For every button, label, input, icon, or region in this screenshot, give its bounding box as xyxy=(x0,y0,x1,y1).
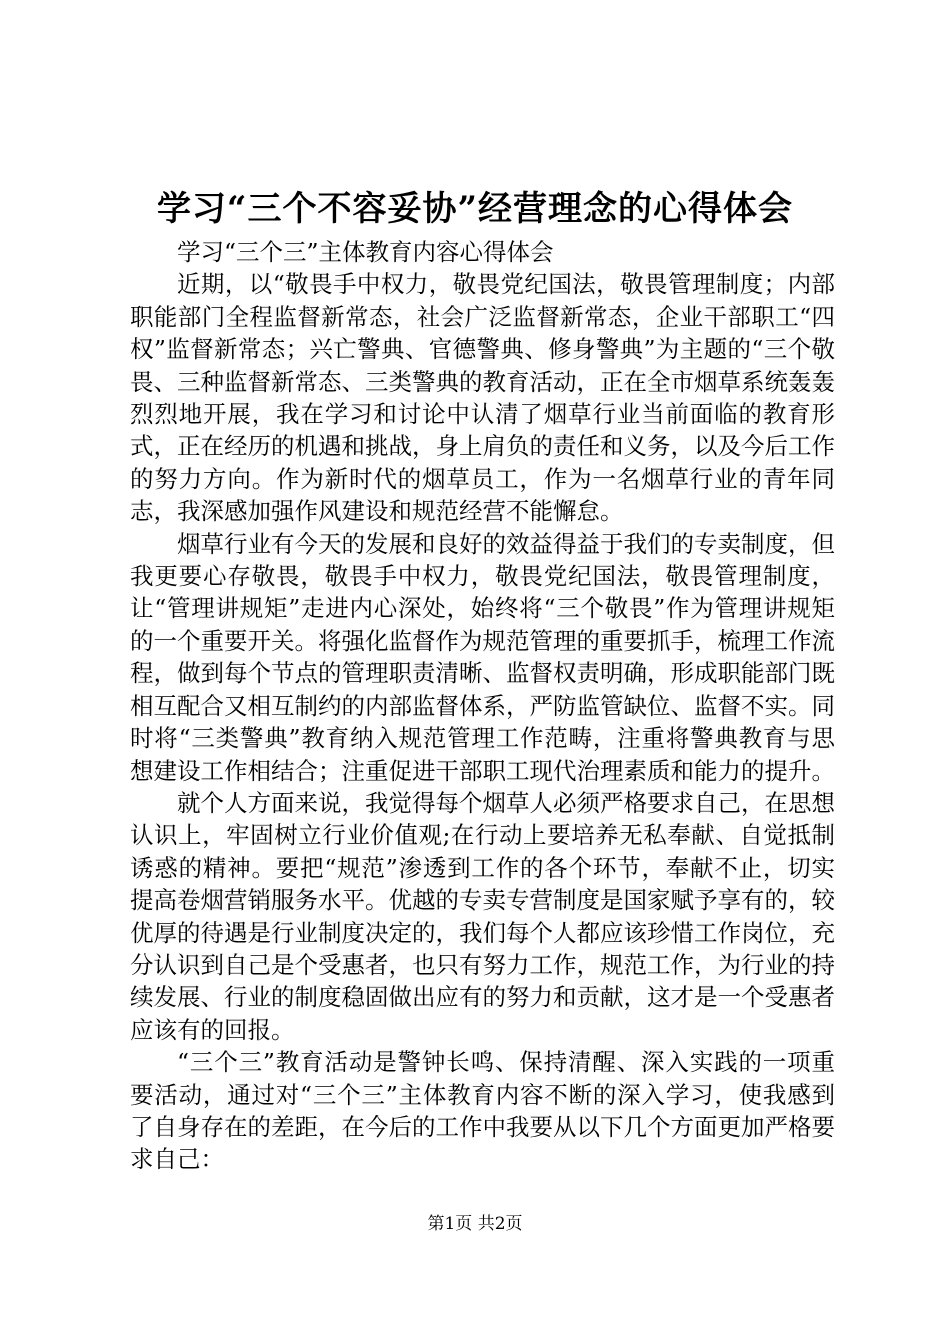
paragraph-1: 近期，以“敬畏手中权力，敬畏党纪国法，敬畏管理制度；内部职能部门全程监督新常态，社会广泛监督新常态，企业干部职工“四权”监督新常态；兴亡警典、官德警典、修身警典”为主题的“三个敬畏、三种监督新常态、三类警典的教育活动，正在全市烟草系统轰轰烈烈地开展，我在学习和讨论中认清了烟草行业当前面临的教育形式，正在经历的机遇和挑战，身上肩负的责任和义务，以及今后工作的努力方向。作为新时代的烟草员工，作为一名烟草行业的青年同志，我深感加强作风建设和规范经营不能懈怠。 xyxy=(130,270,835,526)
paragraph-3: 就个人方面来说，我觉得每个烟草人必须严格要求自己，在思想认识上，牢固树立行业价值观;在行动上要培养无私奉献、自觉抵制诱惑的精神。要把“规范”渗透到工作的各个环节，奉献不止，切实提高卷烟营销服务水平。优越的专卖专营制度是国家赋予享有的，较优厚的待遇是行业制度决定的，我们每个人都应该珍惜工作岗位，充分认识到自己是个受惠者，也只有努力工作，规范工作，为行业的持续发展、行业的制度稳固做出应有的努力和贡献，这才是一个受惠者应该有的回报。 xyxy=(130,788,835,1044)
document-title: 学习“三个不容妥协”经营理念的心得体会 xyxy=(156,189,794,229)
document-body xyxy=(130,236,835,1176)
paragraph-4: “三个三”教育活动是警钟长鸣、保持清醒、深入实践的一项重要活动，通过对“三个三”主体教育内容不断的深入学习，使我感到了自身存在的差距，在今后的工作中我要从以下几个方面更加严格要求自己： xyxy=(130,1048,835,1174)
document-subtitle: 学习“三个三”主体教育内容心得体会 xyxy=(177,238,554,266)
paragraph-2: 烟草行业有今天的发展和良好的效益得益于我们的专卖制度，但我更要心存敬畏，敬畏手中权力，敬畏党纪国法，敬畏管理制度，让“管理讲规矩”走进内心深处，始终将“三个敬畏”作为管理讲规矩的一个重要开关。将强化监督作为规范管理的重要抓手，梳理工作流程，做到每个节点的管理职责清晰、监督权责明确，形成职能部门既相互配合又相互制约的内部监督体系，严防监管缺位、监督不实。同时将“三类警典”教育纳入规范管理工作范畴，注重将警典教育与思想建设工作相结合；注重促进干部职工现代治理素质和能力的提升。 xyxy=(130,529,835,785)
page-footer: 第1页 共2页 xyxy=(427,1214,523,1234)
